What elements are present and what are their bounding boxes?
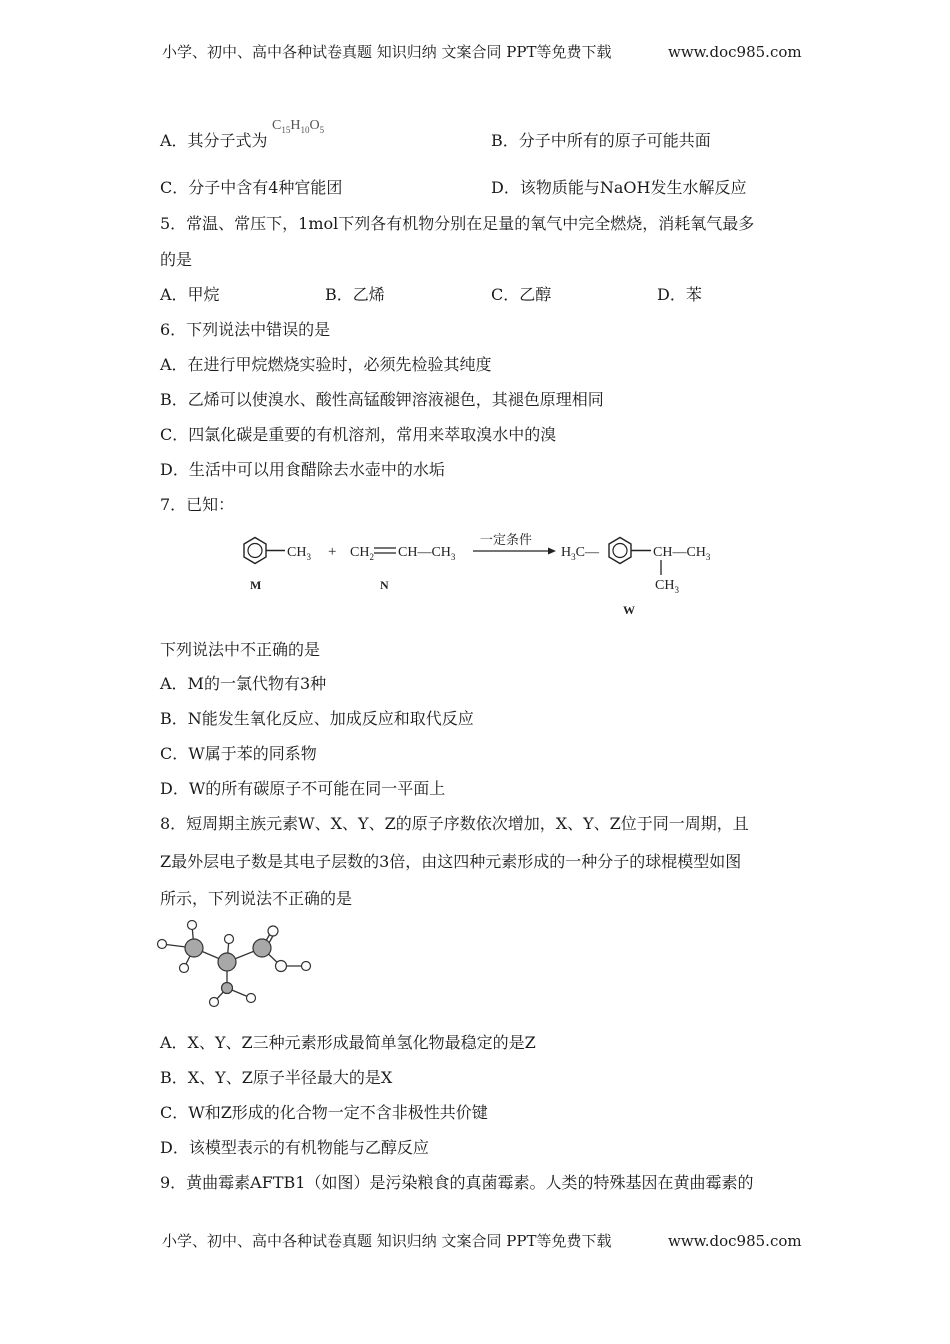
q8-option-b: B．X、Y、Z原子半径最大的是X	[160, 1068, 393, 1087]
q5-stem-line2: 的是	[160, 250, 193, 269]
w-label: W	[623, 603, 635, 617]
q5-stem-line1: 5．常温、常压下，1mol下列各有机物分别在足量的氧气中完全燃烧，消耗氧气最多	[160, 214, 755, 233]
reaction-condition: 一定条件	[480, 532, 533, 547]
q5-option-b: B．乙烯	[325, 285, 385, 304]
q5-option-d: D．苯	[657, 285, 702, 304]
q6-option-d: D．生活中可以用食醋除去水壶中的水垢	[160, 460, 445, 479]
w-ch3-down: $CH_3$	[655, 578, 679, 595]
q6-option-a: A．在进行甲烷燃烧实验时，必须先检验其纯度	[160, 355, 492, 374]
m-ch3: $CH_3$	[287, 545, 311, 562]
q7-option-d: D．W的所有碳原子不可能在同一平面上	[160, 779, 446, 798]
q4-option-b: B．分子中所有的原子可能共面	[491, 131, 711, 150]
q7-stem: 7．已知：	[160, 495, 235, 514]
q5-option-c: C．乙醇	[491, 285, 552, 304]
q7-option-a: A．M的一氯代物有3种	[160, 674, 327, 693]
page-header-url[interactable]: www.doc985.com	[668, 43, 802, 61]
page-footer-text: 小学、初中、高中各种试卷真题 知识归纳 文案合同 PPT等免费下载	[162, 1232, 612, 1250]
q4-option-d: D．该物质能与NaOH发生水解反应	[491, 178, 747, 197]
q6-option-b: B．乙烯可以使溴水、酸性高锰酸钾溶液褪色，其褪色原理相同	[160, 390, 604, 409]
page-footer-url[interactable]: www.doc985.com	[668, 1232, 802, 1250]
ball-stick-model	[150, 916, 325, 1011]
q4-option-a: A．其分子式为	[160, 131, 268, 150]
benzene-ring-w	[609, 538, 651, 564]
m-label: M	[250, 578, 262, 592]
q7-reaction-diagram	[230, 522, 740, 622]
q5-option-a: A．甲烷	[160, 285, 220, 304]
n-formula-rest: $CH—CH_3$	[398, 545, 456, 562]
plus-sign: +	[328, 544, 337, 560]
q9-stem: 9．黄曲霉素AFTB1（如图）是污染粮食的真菌霉素。人类的特殊基因在黄曲霉素的	[160, 1173, 754, 1192]
q8-stem-line2: Z最外层电子数是其电子层数的3倍，由这四种元素形成的一种分子的球棍模型如图	[160, 852, 742, 871]
q8-option-d: D．该模型表示的有机物能与乙醇反应	[160, 1138, 429, 1157]
q8-option-a: A．X、Y、Z三种元素形成最简单氢化物最稳定的是Z	[160, 1033, 536, 1052]
n-formula: $CH_2$	[350, 545, 374, 562]
q8-stem-line3: 所示，下列说法不正确的是	[160, 889, 353, 908]
q6-option-c: C．四氯化碳是重要的有机溶剂，常用来萃取溴水中的溴	[160, 425, 557, 444]
n-label: N	[380, 578, 389, 592]
q6-stem: 6．下列说法中错误的是	[160, 320, 331, 339]
q7-option-b: B．N能发生氧化反应、加成反应和取代反应	[160, 709, 474, 728]
q4-formula: $C_{15}H_{10}O_5$	[272, 118, 325, 135]
q7-option-c: C．W属于苯的同系物	[160, 744, 317, 763]
reaction-arrow-head	[548, 548, 556, 555]
q8-stem-line1: 8．短周期主族元素W、X、Y、Z的原子序数依次增加，X、Y、Z位于同一周期，且	[160, 814, 749, 833]
page-header-text: 小学、初中、高中各种试卷真题 知识归纳 文案合同 PPT等免费下载	[162, 43, 612, 61]
benzene-ring-m	[244, 538, 285, 564]
q7-question: 下列说法中不正确的是	[160, 640, 321, 659]
w-h3c: $H_3C—$	[561, 545, 599, 562]
w-ch-ch3: $CH—CH_3$	[653, 545, 711, 562]
q8-option-c: C．W和Z形成的化合物一定不含非极性共价键	[160, 1103, 488, 1122]
q4-option-c: C．分子中含有4种官能团	[160, 178, 343, 197]
